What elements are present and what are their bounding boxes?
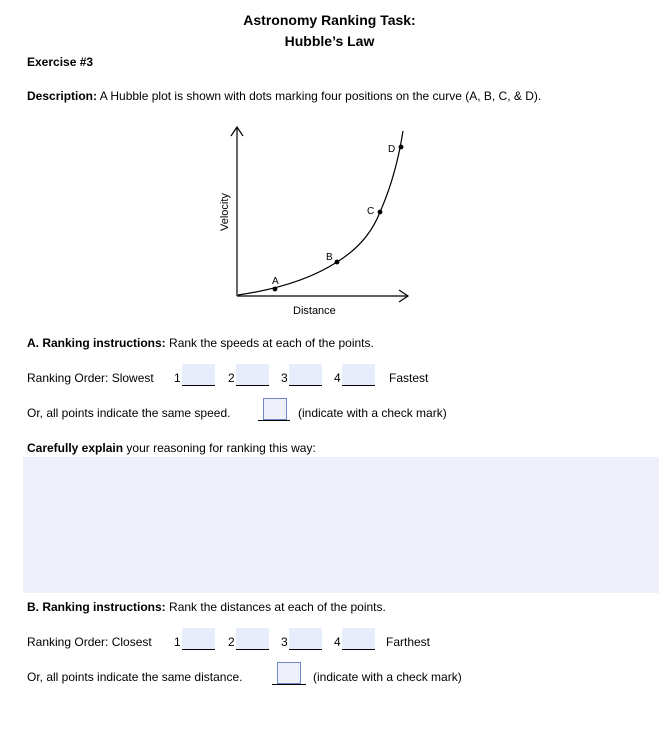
section-a-rank-4-number: 4	[334, 371, 341, 385]
title-line-1: Astronomy Ranking Task:	[243, 12, 416, 28]
section-a-instructions	[27, 336, 374, 350]
hubble-plot	[0, 0, 659, 330]
point-a-label: A	[272, 276, 279, 287]
x-axis-label: Distance	[293, 305, 336, 317]
section-b-end-label: Farthest	[386, 635, 431, 649]
section-a-end-label: Fastest	[389, 371, 429, 385]
section-a-heading: A. Ranking instructions:	[27, 336, 166, 350]
section-b-order-label: Ranking Order: Closest	[27, 635, 152, 649]
section-a-rank-1-number: 1	[174, 371, 181, 385]
section-a-same-text: Or, all points indicate the same speed.	[27, 406, 231, 420]
section-b-instructions	[27, 600, 386, 614]
section-b-instruction: Rank the distances at each of the points.	[169, 600, 386, 614]
section-a-rank-1-blank[interactable]	[182, 364, 215, 386]
point-b-dot	[335, 260, 340, 265]
section-b-rank-4-number: 4	[334, 635, 341, 649]
explain-rest: your reasoning for ranking this way:	[126, 441, 316, 455]
section-a-rank-2-blank[interactable]	[236, 364, 269, 386]
section-b-heading: B. Ranking instructions:	[27, 600, 166, 614]
section-a-check-hint: (indicate with a check mark)	[298, 406, 447, 420]
explanation-answer-area[interactable]	[23, 457, 659, 593]
section-b-rank-3-number: 3	[281, 635, 288, 649]
point-d-dot	[399, 145, 404, 150]
section-a-rank-3-number: 3	[281, 371, 288, 385]
section-b-rank-3-blank[interactable]	[289, 628, 322, 650]
point-d-label: D	[388, 144, 396, 155]
section-b-check-underline	[272, 684, 306, 685]
description-text: A Hubble plot is shown with dots marking four positions on the curve (A, B, C, & D).	[99, 89, 542, 103]
section-b-same-checkbox[interactable]	[277, 662, 301, 684]
section-b-same-text: Or, all points indicate the same distance.	[27, 670, 243, 684]
section-a-check-underline	[258, 420, 290, 421]
section-a-rank-4-blank[interactable]	[342, 364, 375, 386]
section-a-rank-3-blank[interactable]	[289, 364, 322, 386]
section-b-rank-1-number: 1	[174, 635, 181, 649]
description-label: Description:	[27, 89, 98, 103]
section-b-rank-1-blank[interactable]	[182, 628, 215, 650]
section-a-order-label: Ranking Order: Slowest	[27, 371, 154, 385]
point-b-label: B	[326, 252, 333, 263]
section-a-instruction: Rank the speeds at each of the points.	[169, 336, 374, 350]
section-a-same-checkbox[interactable]	[263, 398, 287, 420]
exercise-label: Exercise #3	[27, 55, 94, 69]
point-a-dot	[273, 287, 278, 292]
title-line-2: Hubble’s Law	[284, 33, 375, 49]
section-b-rank-2-blank[interactable]	[236, 628, 269, 650]
section-b-check-hint: (indicate with a check mark)	[313, 670, 462, 684]
explain-bold: Carefully explain	[27, 441, 124, 455]
point-c-dot	[378, 210, 383, 215]
section-a-rank-2-number: 2	[228, 371, 235, 385]
section-b-rank-4-blank[interactable]	[342, 628, 375, 650]
explain-prompt	[27, 441, 316, 455]
section-b-rank-2-number: 2	[228, 635, 235, 649]
y-axis-label: Velocity	[219, 193, 231, 231]
point-c-label: C	[367, 206, 375, 217]
